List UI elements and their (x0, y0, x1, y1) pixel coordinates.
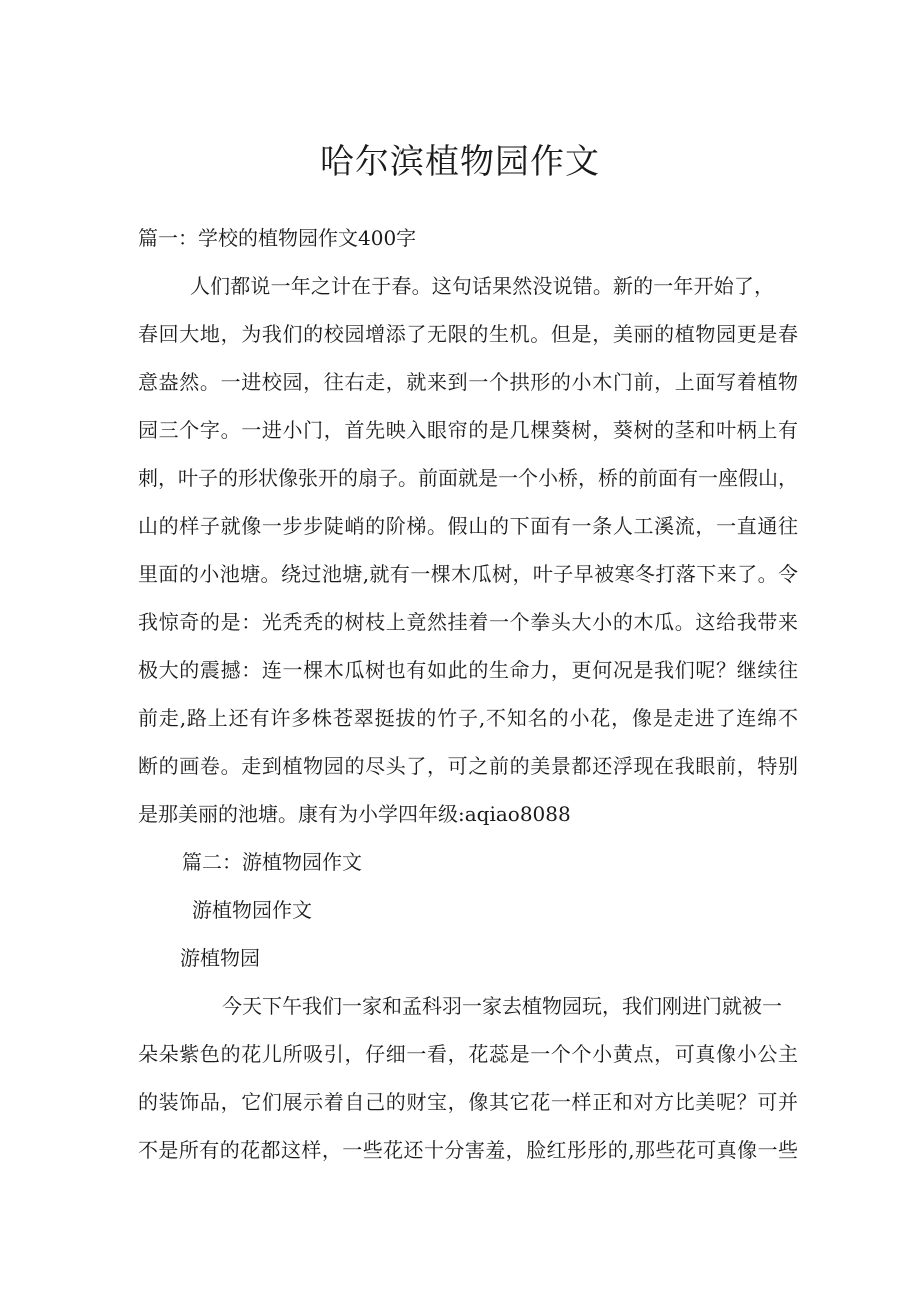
section1-line-9: 极大的震撼：连一棵木瓜树也有如此的生命力，更何况是我们呢？继续往 (138, 658, 798, 682)
section1-line-2: 春回大地，为我们的校园增添了无限的生机。但是，美丽的植物园更是春 (138, 322, 798, 346)
section2-subtitle: 游植物园 (180, 946, 260, 970)
section1-heading: 篇一：学校的植物园作文400字 (138, 226, 417, 250)
section1-line-10: 前走,路上还有许多株苍翠挺拔的竹子,不知名的小花，像是走进了连绵不 (138, 706, 798, 730)
section1-line-8: 我惊奇的是：光秃秃的树枝上竟然挂着一个拳头大小的木瓜。这给我带来 (138, 610, 798, 634)
section2-line-2: 朵朵紫色的花儿所吸引，仔细一看，花蕊是一个个小黄点，可真像小公主 (138, 1042, 798, 1066)
section2-subheading: 游植物园作文 (192, 898, 312, 922)
document-title: 哈尔滨植物园作文 (320, 142, 600, 182)
section1-line-4: 园三个字。一进小门，首先映入眼帘的是几棵葵树，葵树的茎和叶柄上有 (138, 418, 798, 442)
section2-line-1: 今天下午我们一家和孟科羽一家去植物园玩，我们刚进门就被一 (222, 994, 782, 1018)
section1-line-5: 刺，叶子的形状像张开的扇子。前面就是一个小桥，桥的前面有一座假山， (138, 466, 798, 490)
section1-line-11: 断的画卷。走到植物园的尽头了，可之前的美景都还浮现在我眼前，特别 (138, 754, 798, 778)
section2-line-4: 不是所有的花都这样，一些花还十分害羞，脸红彤彤的,那些花可真像一些 (138, 1138, 798, 1162)
section2-heading: 篇二：游植物园作文 (182, 850, 362, 874)
section1-line-3: 意盎然。一进校园，往右走，就来到一个拱形的小木门前，上面写着植物 (138, 370, 798, 394)
section1-line-7: 里面的小池塘。绕过池塘,就有一棵木瓜树，叶子早被寒冬打落下来了。令 (138, 562, 798, 586)
section1-line-6: 山的样子就像一步步陡峭的阶梯。假山的下面有一条人工溪流，一直通往 (138, 514, 798, 538)
section1-line-1: 人们都说一年之计在于春。这句话果然没说错。新的一年开始了， (190, 274, 774, 298)
section2-line-3: 的装饰品，它们展示着自己的财宝，像其它花一样正和对方比美呢？可并 (138, 1090, 798, 1114)
section1-line-12: 是那美丽的池塘。康有为小学四年级:aqiao8088 (138, 802, 571, 826)
